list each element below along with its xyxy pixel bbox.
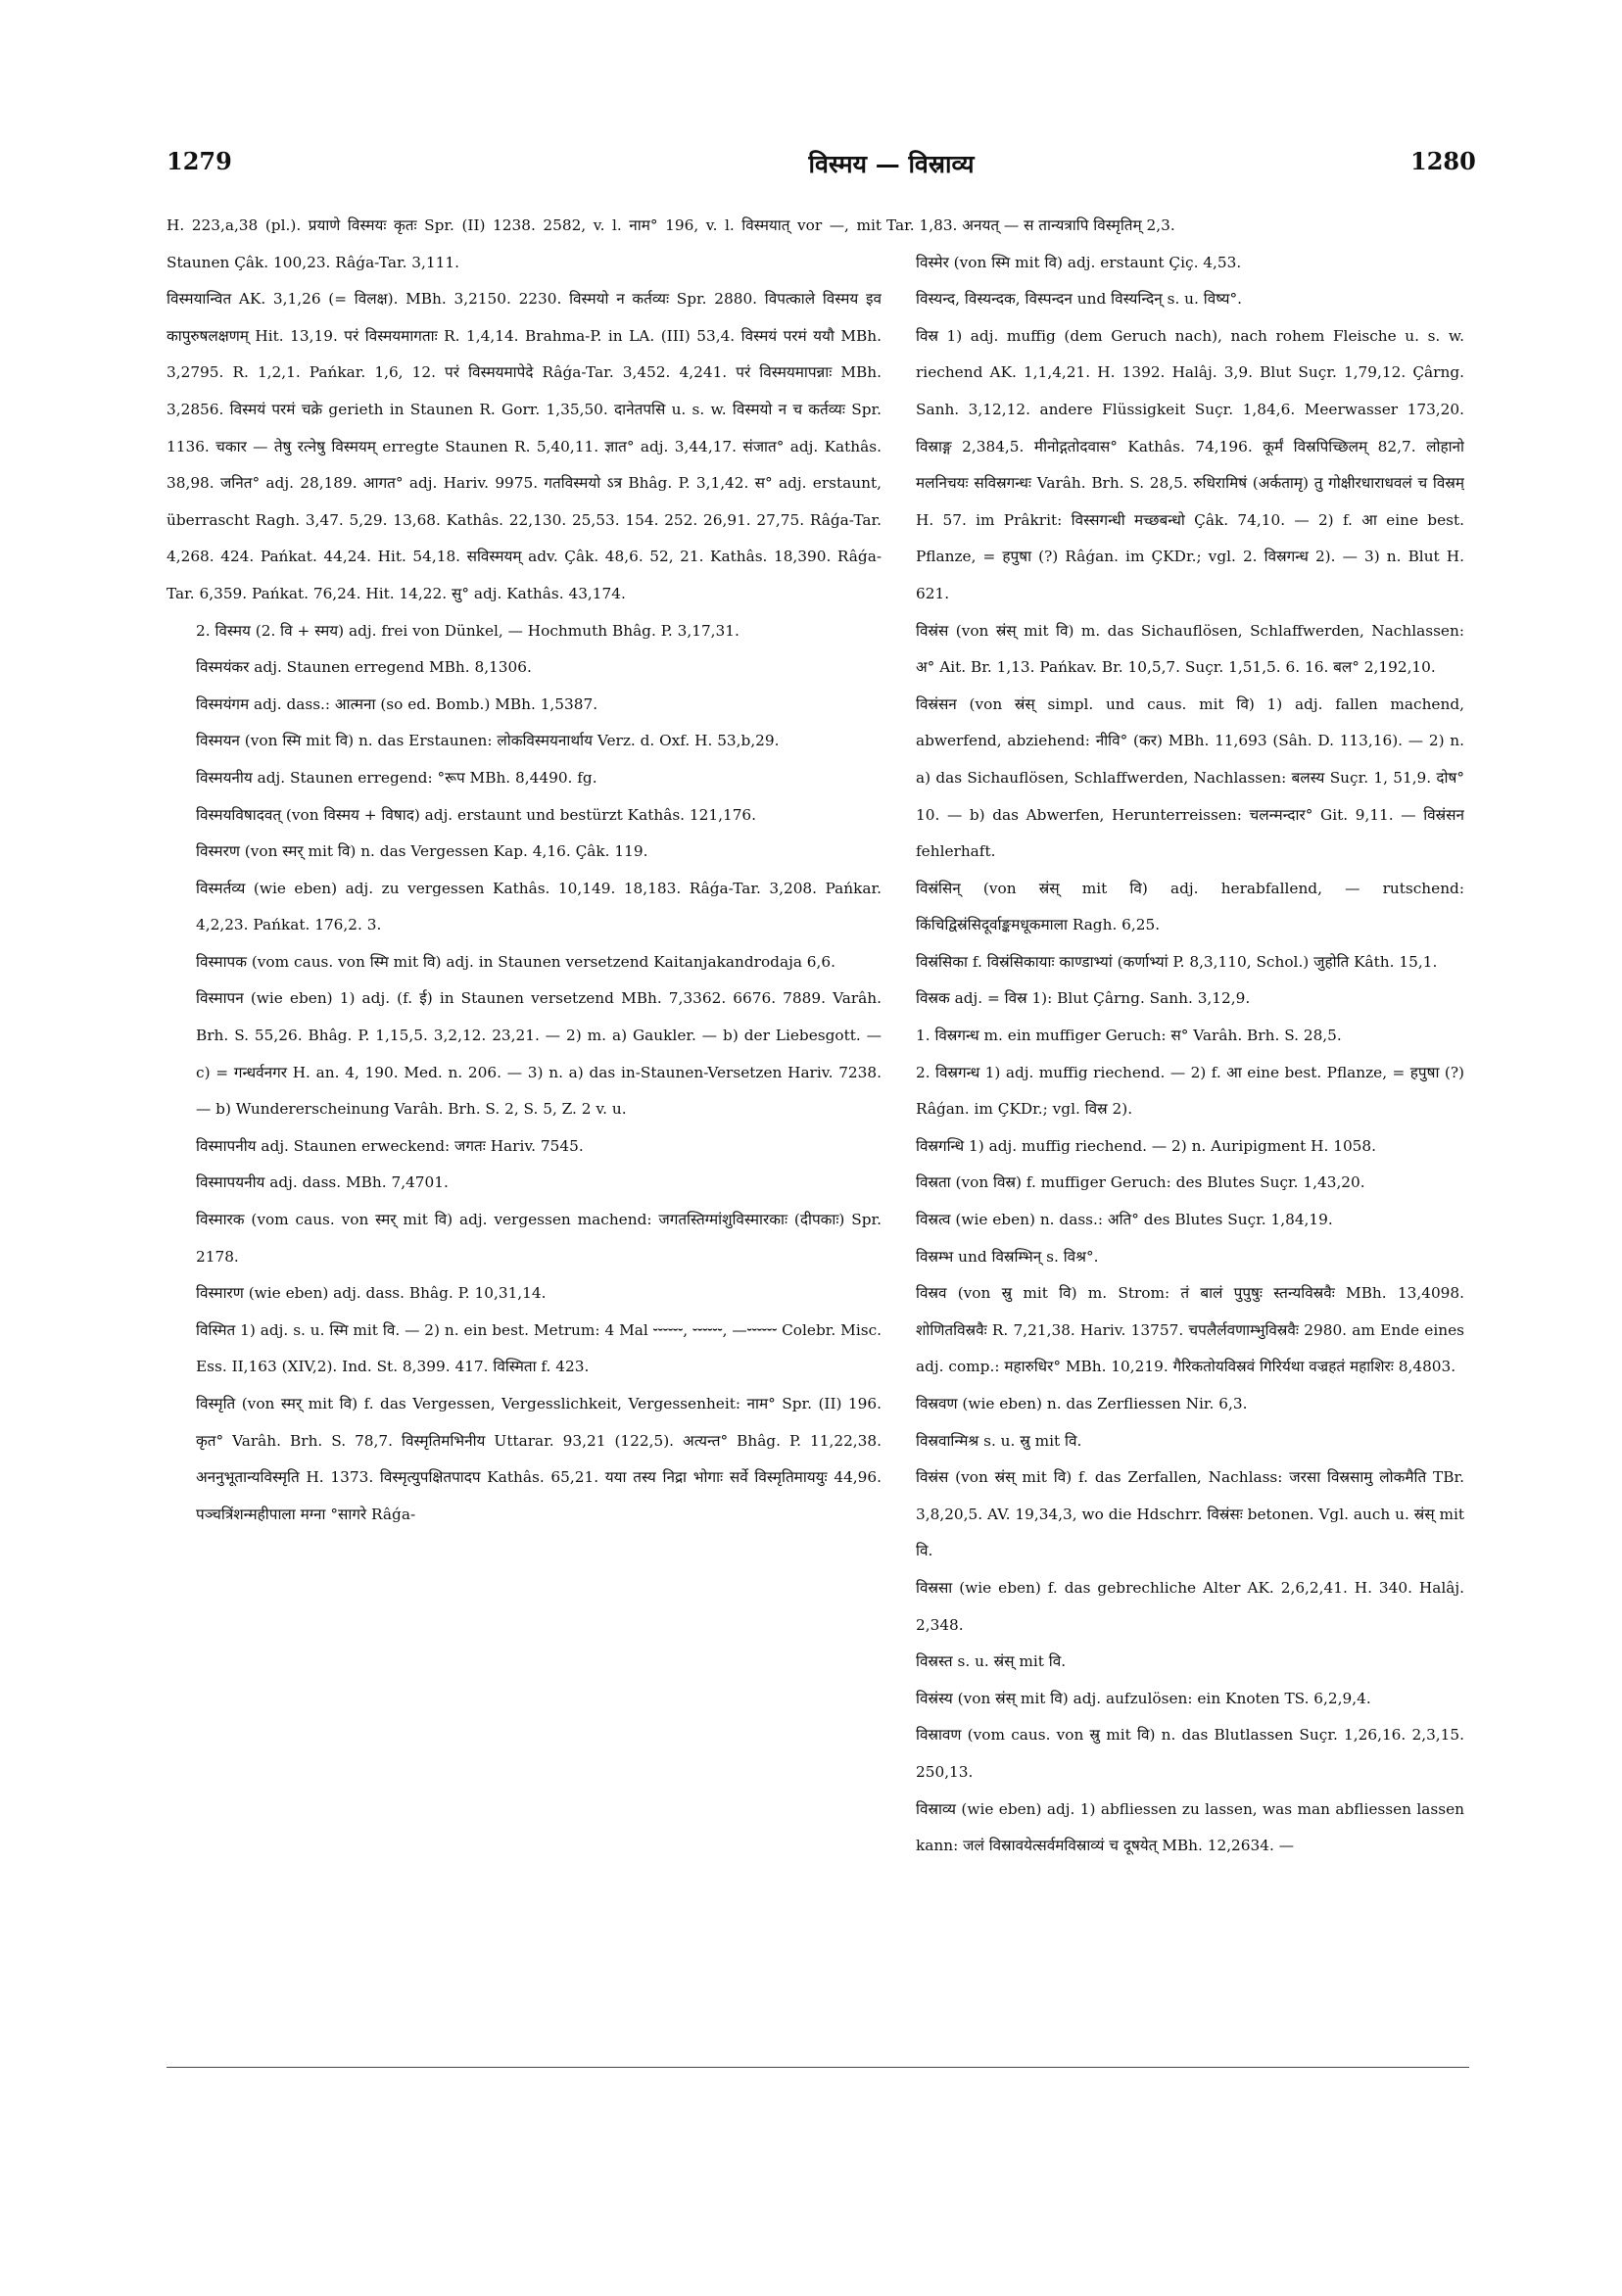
dictionary-entry: विस्रगन्धि 1) adj. muffig riechend. — 2) n. Auripigment H. 1058.	[916, 1136, 1377, 1155]
dictionary-entry: विस्राव्य (wie eben) adj. 1) abfliessen zu lassen, was man abfliessen lassen kann: जलं विस्रावयेत्सर्वमविस्राव्यं च दूषयेत् MBh. 12,2634. —	[916, 1799, 1464, 1855]
dictionary-line: Tar. 1,83. अनयत् — स तान्यत्रापि विस्मृतिम् 2,3.	[886, 216, 1175, 234]
dictionary-entry: विस्मारक (vom caus. von स्मर् mit वि) adj. vergessen machend: जगतस्तिग्मांशुविस्मारकाः (दीपकाः) Spr. 2178.	[196, 1211, 882, 1266]
dictionary-entry: विस्रंस (von स्रंस् mit वि) m. das Sichauflösen, Schlaffwerden, Nachlassen: अ° Ait. Br. 1,13. Pańkav. Br. 10,5,7. Suçr. 1,51,5. 6. 16. बल° 2,192,10.	[916, 621, 1464, 677]
dictionary-entry: 1. विस्रगन्ध m. ein muffiger Geruch: स° Varâh. Brh. S. 28,5.	[916, 1027, 1342, 1045]
page-number-left: 1279	[167, 147, 232, 175]
dictionary-entry: विस्मापन (wie eben) 1) adj. (f. ई) in Staunen versetzend MBh. 7,3362. 6676. 7889. Varâh. Brh. S. 55,26. Bhâg. P. 1,15,5. 3,2,12. 23,21. — 2) m. a) Gaukler. — b) der Liebesgott. — c) = गन्धर्वनगर H. an. 4, 190. Med. n. 206. — 3) n. a) das in-Staunen-Versetzen Hariv. 7238. — b) Wundererscheinung Varâh. Brh. S. 2, S. 5, Z. 2 v. u.	[196, 989, 882, 1119]
dictionary-entry: विस्मापक (vom caus. von स्मि mit वि) adj. in Staunen versetzend Kaitanjakandrodaja 6,6.	[196, 952, 836, 971]
dictionary-line: विस्मयान्वित AK. 3,1,26 (= विलक्ष). MBh. 3,2150. 2230. विस्मयो न कर्तव्यः Spr. 2880. विपत्काले विस्मय इव कापुरुषलक्षणम् Hit. 13,19. परं विस्मयमागताः R. 1,4,14. Brahma-P. in LA. (III) 53,4. विस्मयं परमं ययौ MBh. 3,2795. R. 1,2,1. Pańkar. 1,6, 12. परं विस्मयमापेदे Râǵa-Tar. 3,452. 4,241. परं विस्मयमापन्नाः MBh. 3,2856. विस्मयं परमं चक्रे gerieth in Staunen R. Gorr. 1,35,50. दानेतपसि u. s. w. विस्मयो न च कर्तव्यः Spr. 1136. चकार — तेषु रत्नेषु विस्मयम् erregte Staunen R. 5,40,11. ज्ञात° adj. 3,44,17. संजात° adj. Kathâs. 38,98. जनित° adj. 28,189. आगत° adj. Hariv. 9975. गतविस्मयो ऽत्र Bhâg. P. 3,1,42. स° adj. erstaunt, überrascht Ragh. 3,47. 5,29. 13,68. Kathâs. 22,130. 25,53. 154. 252. 26,91. 27,75. Râǵa-Tar. 4,268. 424. Pańkat. 44,24. Hit. 54,18. सविस्मयम् adv. Çâk. 48,6. 52, 21. Kathâs. 18,390. Râǵa-Tar. 6,359. Pańkat. 76,24. Hit. 14,22. सु° adj. Kathâs. 43,174.	[167, 290, 882, 602]
dictionary-entry: विस्रंस्य (von स्रंस् mit वि) adj. aufzulösen: ein Knoten TS. 6,2,9,4.	[916, 1689, 1371, 1707]
bottom-rule	[167, 2067, 1469, 2068]
dictionary-entry: विस्मयनीय adj. Staunen erregend: °रूप MBh. 8,4490. fg.	[196, 768, 597, 787]
dictionary-entry: विस्रता (von विस्र) f. muffiger Geruch: des Blutes Suçr. 1,43,20.	[916, 1173, 1365, 1192]
dictionary-entry: 2. विस्मय (2. वि + स्मय) adj. frei von Dünkel, — Hochmuth Bhâg. P. 3,17,31.	[196, 621, 739, 640]
dictionary-entry: विस्मयंकर adj. Staunen erregend MBh. 8,1306.	[196, 658, 532, 677]
dictionary-entry: विस्रम्भ und विस्रम्भिन् s. विश्र°.	[916, 1247, 1099, 1266]
dictionary-entry: विस्मरण (von स्मर् mit वि) n. das Vergessen Kap. 4,16. Çâk. 119.	[196, 842, 648, 861]
dictionary-entry: विस्मारण (wie eben) adj. dass. Bhâg. P. 10,31,14.	[196, 1284, 547, 1303]
dictionary-entry: विस्र 1) adj. muffig (dem Geruch nach), nach rohem Fleische u. s. w. riechend AK. 1,1,4,21. H. 1392. Halâj. 3,9. Blut Suçr. 1,79,12. Çârng. Sanh. 3,12,12. andere Flüssigkeit Suçr. 1,84,6. Meerwasser 173,20. विस्राङ्ग 2,384,5. मीनोद्गतोदवास° Kathâs. 74,196. कूर्मं विस्रपिच्छिलम् 82,7. लोहानो मलनिचयः सविस्रगन्धः Varâh. Brh. S. 28,5. रुधिरामिषं (अर्कतामृ) तु गोक्षीरधाराधवलं च विस्रम् H. 57. im Prâkrit: विस्सगन्धी मच्छबन्धो Çâk. 74,10. — 2) f. आ eine best. Pflanze, = हपुषा (?) Râǵan. im ÇKDr.; vgl. 2. विस्रगन्ध 2). — 3) n. Blut H. 621.	[916, 326, 1464, 602]
dictionary-entry: विस्रवण (wie eben) n. das Zerfliessen Nir. 6,3.	[916, 1395, 1248, 1412]
dictionary-entry: विस्मापनीय adj. Staunen erweckend: जगतः Hariv. 7545.	[196, 1136, 584, 1155]
running-head: विस्मय — विस्राव्य	[808, 150, 975, 178]
dictionary-entry: विस्मेर (von स्मि mit वि) adj. erstaunt Çiç. 4,53.	[916, 253, 1242, 271]
right-column	[886, 208, 1464, 1865]
dictionary-entry: विस्मयन (von स्मि mit वि) n. das Erstaunen: लोकविस्मयनार्थाय Verz. d. Oxf. H. 53,b,29.	[196, 732, 780, 750]
dictionary-entry: विस्रंसिन् (von स्रंस् mit वि) adj. herabfallend, — rutschend: किंचिद्विस्रंसिदूर्वाङ्कमधूकमाला Ragh. 6,25.	[916, 879, 1464, 934]
dictionary-entry: विस्मृति (von स्मर् mit वि) f. das Vergessen, Vergesslichkeit, Vergessenheit: नाम° Spr. (II) 196. कृत° Varâh. Brh. S. 78,7. विस्मृतिमभिनीय Uttarar. 93,21 (122,5). अत्यन्त° Bhâg. P. 11,22,38. अननुभूतान्यविस्मृति H. 1373. विस्मृत्युपक्षितपादप Kathâs. 65,21. यया तस्य निद्रा भोगाः सर्वे विस्मृतिमाययुः 44,96. पञ्चत्रिंशन्महीपाला मग्ना °सागरे Râǵa-	[196, 1395, 882, 1523]
dictionary-entry: विस्रव (von स्रु mit वि) m. Strom: तं बालं पुपुषुः स्तन्यविस्रवैः MBh. 13,4098. शोणितविस्रवैः R. 7,21,38. Hariv. 13757. चपलैर्लवणाम्भुविस्रवैः 2980. am Ende eines adj. comp.: महारुधिर° MBh. 10,219. गैरिकतोयविस्रवं गिरिर्यथा वज्रहतं महाशिरः 8,4803.	[916, 1284, 1464, 1376]
dictionary-entry: विस्रस्त s. u. स्रंस् mit वि.	[916, 1652, 1067, 1671]
dictionary-entry: विस्रक adj. = विस्र 1): Blut Çârng. Sanh. 3,12,9.	[916, 989, 1251, 1008]
dictionary-entry: विस्रवान्मिश्र s. u. स्रु mit वि.	[916, 1431, 1082, 1450]
dictionary-entry: विस्रंसिका f. विस्रंसिकायाः काण्डाभ्यां (कर्णाभ्यां P. 8,3,110, Schol.) जुहोति Kâth. 15,1.	[916, 952, 1438, 971]
dictionary-entry: विस्रावण (vom caus. von स्रु mit वि) n. das Blutlassen Suçr. 1,26,16. 2,3,15. 250,13.	[916, 1726, 1464, 1781]
dictionary-line: H. 223,a,38 (pl.). प्रयाणे विस्मयः कृतः Spr. (II) 1238. 2582, v. l. नाम° 196, v. l. विस्मयात् vor —, mit Staunen Çâk. 100,23. Râǵa-Tar. 3,111.	[167, 216, 882, 271]
dictionary-entry: विस्रंस (von स्रंस् mit वि) f. das Zerfallen, Nachlass: जरसा विस्रसामु लोकमैति TBr. 3,8,20,5. AV. 19,34,3, wo die Hdschrr. विस्रंसः betonen. Vgl. auch u. स्रंस् mit वि.	[916, 1468, 1464, 1560]
dictionary-entry: विस्रंसन (von स्रंस् simpl. und caus. mit वि) 1) adj. fallen machend, abwerfend, abziehend: नीवि° (कर) MBh. 11,693 (Sâh. D. 113,16). — 2) n. a) das Sichauflösen, Schlaffwerden, Nachlassen: बलस्य Suçr. 1, 51,9. दोष° 10. — b) das Abwerfen, Herunterreissen: चलन्मन्दार° Git. 9,11. — विस्रंसन fehlerhaft.	[916, 694, 1464, 861]
dictionary-entry: 2. विस्रगन्ध 1) adj. muffig riechend. — 2) f. आ eine best. Pflanze, = हपुषा (?) Râǵan. im ÇKDr.; vgl. विस्र 2).	[916, 1063, 1464, 1119]
left-column	[167, 208, 882, 1533]
dictionary-entry: विस्यन्द, विस्यन्दक, विस्पन्दन und विस्यन्दिन् s. u. विष्य°.	[916, 290, 1243, 309]
dictionary-entry: विस्मापयनीय adj. dass. MBh. 7,4701.	[196, 1173, 449, 1192]
dictionary-entry: विस्रत्व (wie eben) n. dass.: अति° des Blutes Suçr. 1,84,19.	[916, 1211, 1333, 1229]
dictionary-entry: विस्मयंगम adj. dass.: आत्मना (so ed. Bomb.) MBh. 1,5387.	[196, 694, 598, 713]
dictionary-entry: विस्मित 1) adj. s. u. स्मि mit वि. — 2) n. ein best. Metrum: 4 Mal ⏑⏑⏑⏑⏑⏑, ⏑⏑⏑⏑⏑⏑, —⏑⏑⏑⏑⏑⏑ Colebr. Misc. Ess. II,163 (XIV,2). Ind. St. 8,399. 417. विस्मिता f. 423.	[196, 1320, 882, 1376]
dictionary-entry: विस्मयविषादवत् (von विस्मय + विषाद) adj. erstaunt und bestürzt Kathâs. 121,176.	[196, 805, 757, 824]
dictionary-entry: विस्मर्तव्य (wie eben) adj. zu vergessen Kathâs. 10,149. 18,183. Râǵa-Tar. 3,208. Pańkar. 4,2,23. Pańkat. 176,2. 3.	[196, 879, 882, 934]
dictionary-entry: विस्रसा (wie eben) f. das gebrechliche Alter AK. 2,6,2,41. H. 340. Halâj. 2,348.	[916, 1578, 1464, 1634]
page-number-right: 1280	[1410, 147, 1476, 175]
